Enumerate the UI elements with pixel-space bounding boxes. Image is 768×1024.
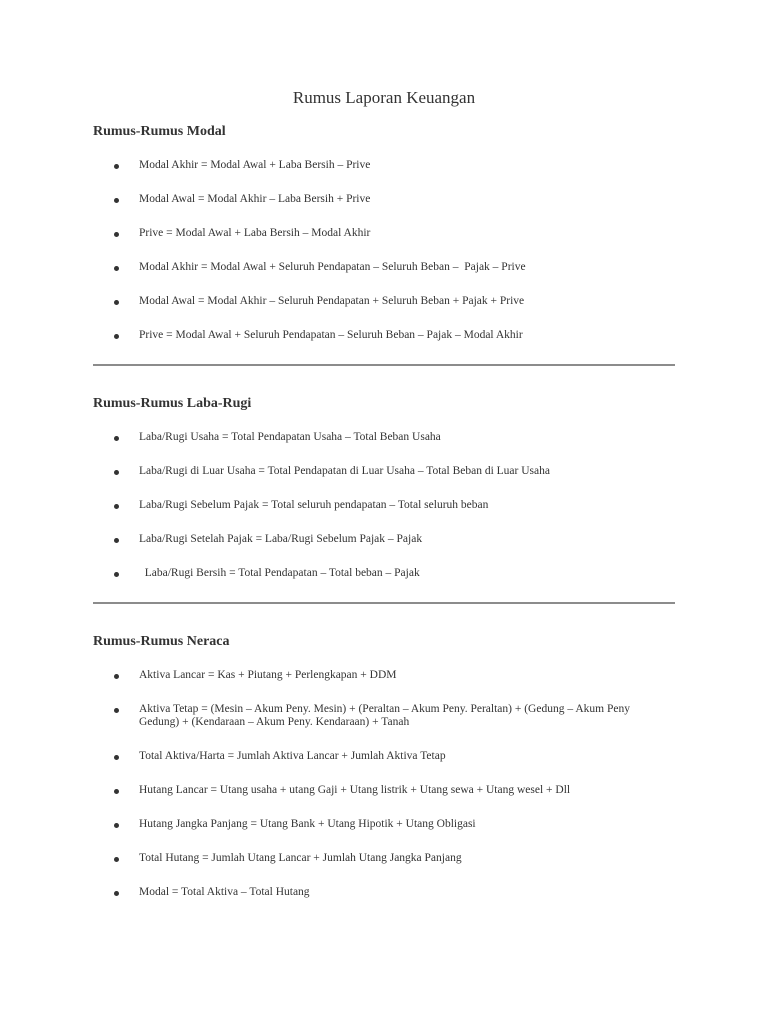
formula-text: Prive = Modal Awal + Seluruh Pendapatan – Seluruh Beban – Pajak – Modal Akhir <box>139 329 523 341</box>
bullet-icon <box>114 538 119 543</box>
section-laba-rugi <box>93 395 675 601</box>
list-item <box>93 465 675 478</box>
formula-text: Laba/Rugi di Luar Usaha = Total Pendapatan di Luar Usaha – Total Beban di Luar Usaha <box>139 465 550 477</box>
list-item <box>93 818 675 831</box>
list-item <box>93 193 675 206</box>
formula-text: Laba/Rugi Setelah Pajak = Laba/Rugi Sebelum Pajak – Pajak <box>139 533 423 545</box>
section-heading-neraca: Rumus-Rumus Neraca <box>93 634 230 649</box>
formula-text: Laba/Rugi Usaha = Total Pendapatan Usaha – Total Beban Usaha <box>139 431 441 443</box>
bullet-icon <box>114 572 119 577</box>
formula-text: Hutang Lancar = Utang usaha + utang Gaji + Utang listrik + Utang sewa + Utang wesel + Dll <box>139 784 571 796</box>
bullet-icon <box>114 334 119 339</box>
bullet-icon <box>114 232 119 237</box>
list-item <box>93 567 675 580</box>
bullet-icon <box>114 198 119 203</box>
formula-text: Aktiva Lancar = Kas + Piutang + Perlengkapan + DDM <box>139 669 397 681</box>
formula-text: Modal Akhir = Modal Awal + Seluruh Pendapatan – Seluruh Beban – Pajak – Prive <box>139 261 526 273</box>
formula-list-laba-rugi <box>93 431 675 580</box>
section-divider <box>93 602 675 604</box>
list-item <box>93 533 675 546</box>
formula-text: Laba/Rugi Bersih = Total Pendapatan – Total beban – Pajak <box>139 567 420 579</box>
section-neraca <box>93 633 675 920</box>
document-title: Rumus Laporan Keuangan <box>292 88 476 107</box>
formula-text: Modal = Total Aktiva – Total Hutang <box>139 886 310 898</box>
bullet-icon <box>114 436 119 441</box>
bullet-icon <box>114 891 119 896</box>
bullet-icon <box>114 674 119 679</box>
section-divider <box>93 364 675 366</box>
section-heading-laba-rugi: Rumus-Rumus Laba-Rugi <box>93 396 252 411</box>
list-item <box>93 784 675 797</box>
list-item <box>93 886 675 899</box>
list-item <box>93 703 675 729</box>
bullet-icon <box>114 164 119 169</box>
formula-text: Modal Awal = Modal Akhir – Laba Bersih + Prive <box>139 193 371 205</box>
formula-text: Total Hutang = Jumlah Utang Lancar + Jumlah Utang Jangka Panjang <box>139 852 462 864</box>
list-item <box>93 750 675 763</box>
bullet-icon <box>114 300 119 305</box>
formula-text: Modal Akhir = Modal Awal + Laba Bersih – Prive <box>139 159 371 171</box>
list-item <box>93 227 675 240</box>
formula-text: Prive = Modal Awal + Laba Bersih – Modal Akhir <box>139 227 371 239</box>
list-item <box>93 431 675 444</box>
bullet-icon <box>114 857 119 862</box>
bullet-icon <box>114 755 119 760</box>
list-item <box>93 669 675 682</box>
section-heading-modal: Rumus-Rumus Modal <box>93 124 226 139</box>
list-item <box>93 261 675 274</box>
bullet-icon <box>114 504 119 509</box>
bullet-icon <box>114 470 119 475</box>
formula-text: Total Aktiva/Harta = Jumlah Aktiva Lancar + Jumlah Aktiva Tetap <box>139 750 446 762</box>
list-item <box>93 852 675 865</box>
bullet-icon <box>114 266 119 271</box>
formula-list-modal <box>93 159 675 342</box>
formula-text: Hutang Jangka Panjang = Utang Bank + Utang Hipotik + Utang Obligasi <box>139 818 476 830</box>
bullet-icon <box>114 823 119 828</box>
bullet-icon <box>114 789 119 794</box>
formula-text: Laba/Rugi Sebelum Pajak = Total seluruh pendapatan – Total seluruh beban <box>139 499 489 511</box>
bullet-icon <box>114 708 119 713</box>
formula-list-neraca <box>93 669 675 899</box>
section-modal <box>93 123 675 363</box>
list-item <box>93 329 675 342</box>
list-item <box>93 159 675 172</box>
formula-text: Modal Awal = Modal Akhir – Seluruh Pendapatan + Seluruh Beban + Pajak + Prive <box>139 295 525 307</box>
list-item <box>93 499 675 512</box>
formula-text: Aktiva Tetap = (Mesin – Akum Peny. Mesin) + (Peraltan – Akum Peny. Peraltan) + (Gedung – Akum Peny Gedung) + (Kendaraan – Akum Peny. Kendaraan) + Tanah <box>139 703 630 728</box>
list-item <box>93 295 675 308</box>
